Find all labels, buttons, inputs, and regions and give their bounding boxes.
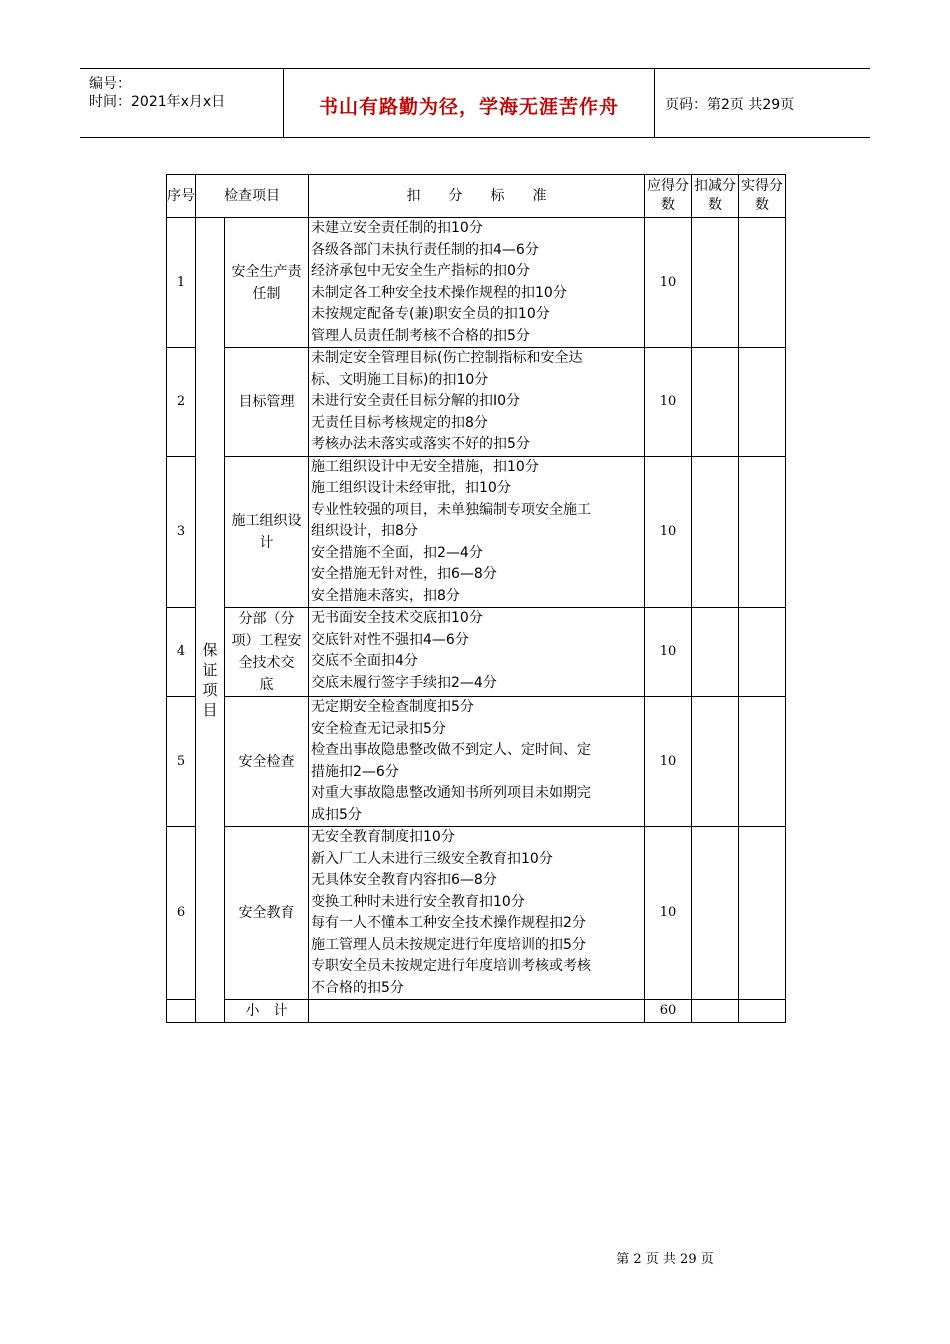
criteria-line: 标、文明施工目标)的扣10分 xyxy=(311,371,489,388)
due-score: 10 xyxy=(645,218,692,348)
criteria-line: 考核办法未落实或落实不好的扣5分 xyxy=(311,436,530,452)
criteria-cell xyxy=(309,608,645,697)
criteria-line: 经济承包中无安全生产指标的扣0分 xyxy=(311,263,530,279)
time-label: 时间：2021年x月x日 xyxy=(89,94,226,110)
table-row xyxy=(167,827,786,1000)
table-row xyxy=(167,697,786,827)
header-criteria: 扣 分 标 准 xyxy=(309,175,645,218)
due-score: 10 xyxy=(645,456,692,608)
category-cell xyxy=(196,218,225,1023)
criteria-line: 组织设计，扣8分 xyxy=(311,523,418,539)
row-number: 3 xyxy=(167,456,196,608)
criteria-line: 未建立安全责任制的扣10分 xyxy=(311,220,483,236)
actual-score xyxy=(739,697,786,827)
table-row xyxy=(167,608,786,697)
check-item: 安全检查 xyxy=(225,697,309,827)
criteria-cell xyxy=(309,697,645,827)
subtotal-actual xyxy=(739,1000,786,1023)
criteria-line: 交底未履行签字手续扣2—4分 xyxy=(311,674,497,691)
header-left-cell xyxy=(80,69,284,137)
deducted-score xyxy=(692,348,739,457)
criteria-line: 成扣5分 xyxy=(311,806,362,823)
criteria-line: 交底不全面扣4分 xyxy=(311,653,418,669)
due-score: 10 xyxy=(645,697,692,827)
check-item: 分部（分项）工程安全技术交 底 xyxy=(225,608,309,697)
subtotal-label: 小 计 xyxy=(225,1000,309,1023)
deducted-score xyxy=(692,608,739,697)
criteria-line: 无具体安全教育内容扣6—8分 xyxy=(311,872,497,888)
actual-score xyxy=(739,827,786,1000)
row-number: 2 xyxy=(167,348,196,457)
criteria-line: 施工组织设计中无安全措施，扣10分 xyxy=(311,458,539,475)
criteria-line: 未进行安全责任目标分解的扣I0分 xyxy=(311,393,521,409)
category-label: 保 证 项 目 xyxy=(202,641,218,719)
actual-score xyxy=(739,608,786,697)
header-center-cell xyxy=(284,69,655,137)
criteria-line: 安全检查无记录扣5分 xyxy=(311,720,446,737)
check-item: 施工组织设计 xyxy=(225,456,309,608)
check-item: 目标管理 xyxy=(225,348,309,457)
header-check-item: 检查项目 xyxy=(196,175,309,218)
row-number: 4 xyxy=(167,608,196,697)
criteria-line: 不合格的扣5分 xyxy=(311,979,404,996)
criteria-line: 每有一人不懂本工种安全技术操作规程扣2分 xyxy=(311,915,586,931)
table-row xyxy=(167,348,786,457)
header-actual: 实得分数 xyxy=(739,175,786,218)
criteria-line: 新入厂工人未进行三级安全教育扣10分 xyxy=(311,850,553,867)
header-deducted: 扣减分数 xyxy=(692,175,739,218)
row-number: 5 xyxy=(167,697,196,827)
due-score: 10 xyxy=(645,827,692,1000)
check-item: 安全生产责任制 xyxy=(225,218,309,348)
criteria-line: 安全措施未落实，扣8分 xyxy=(311,587,460,604)
criteria-cell xyxy=(309,348,645,457)
page-info: 页码：第2页 共29页 xyxy=(665,97,795,113)
criteria-line: 未按规定配备专(兼)职安全员的扣10分 xyxy=(311,306,550,322)
criteria-line: 无书面安全技术交底扣10分 xyxy=(311,610,483,626)
table-row xyxy=(167,456,786,608)
criteria-cell xyxy=(309,827,645,1000)
criteria-line: 对重大事故隐患整改通知书所列项目未如期完 xyxy=(311,785,591,801)
criteria-line: 措施扣2—6分 xyxy=(311,763,399,780)
subtotal-criteria xyxy=(309,1000,645,1023)
number-label: 编号： xyxy=(89,76,131,92)
criteria-line: 无安全教育制度扣10分 xyxy=(311,829,455,845)
header-right-cell xyxy=(655,69,870,137)
criteria-line: 专业性较强的项目，未单独编制专项安全施工 xyxy=(311,501,591,518)
criteria-line: 未制定各工种安全技术操作规程的扣10分 xyxy=(311,284,567,301)
criteria-line: 管理人员责任制考核不合格的扣5分 xyxy=(311,327,530,344)
row-number: 1 xyxy=(167,218,196,348)
actual-score xyxy=(739,348,786,457)
due-score: 10 xyxy=(645,608,692,697)
criteria-cell xyxy=(309,218,645,348)
criteria-cell xyxy=(309,456,645,608)
subtotal-deducted xyxy=(692,1000,739,1023)
subtotal-number xyxy=(167,1000,196,1023)
page-footer: 第 2 页 共 29 页 xyxy=(616,1252,714,1267)
subtotal-row xyxy=(167,1000,786,1023)
inspection-table xyxy=(166,174,786,1023)
criteria-line: 施工组织设计未经审批，扣10分 xyxy=(311,480,511,496)
deducted-score xyxy=(692,697,739,827)
check-item: 安全教育 xyxy=(225,827,309,1000)
criteria-line: 安全措施不全面，扣2—4分 xyxy=(311,544,483,561)
motto: 书山有路勤为径，学海无涯苦作舟 xyxy=(318,96,619,118)
criteria-line: 施工管理人员未按规定进行年度培训的扣5分 xyxy=(311,936,586,953)
due-score: 10 xyxy=(645,348,692,457)
criteria-line: 各级各部门未执行责任制的扣4—6分 xyxy=(311,241,539,258)
table-header-row xyxy=(167,175,786,218)
deducted-score xyxy=(692,218,739,348)
criteria-line: 检查出事故隐患整改做不到定人、定时间、定 xyxy=(311,742,591,758)
actual-score xyxy=(739,218,786,348)
header-seq: 序号 xyxy=(167,175,196,218)
criteria-line: 无责任目标考核规定的扣8分 xyxy=(311,414,488,431)
page-header xyxy=(80,68,870,138)
header-due-score: 应得分数 xyxy=(645,175,692,218)
table-row xyxy=(167,218,786,348)
actual-score xyxy=(739,456,786,608)
subtotal-score: 60 xyxy=(645,1000,692,1023)
deducted-score xyxy=(692,827,739,1000)
criteria-line: 安全措施无针对性，扣6—8分 xyxy=(311,566,497,582)
criteria-line: 交底针对性不强扣4—6分 xyxy=(311,631,469,648)
criteria-line: 无定期安全检查制度扣5分 xyxy=(311,699,474,715)
row-number: 6 xyxy=(167,827,196,1000)
deducted-score xyxy=(692,456,739,608)
criteria-line: 未制定安全管理目标(伤亡控制指标和安全达 xyxy=(311,350,583,366)
criteria-line: 专职安全员未按规定进行年度培训考核或考核 xyxy=(311,958,591,974)
criteria-line: 变换工种时未进行安全教育扣10分 xyxy=(311,893,525,910)
